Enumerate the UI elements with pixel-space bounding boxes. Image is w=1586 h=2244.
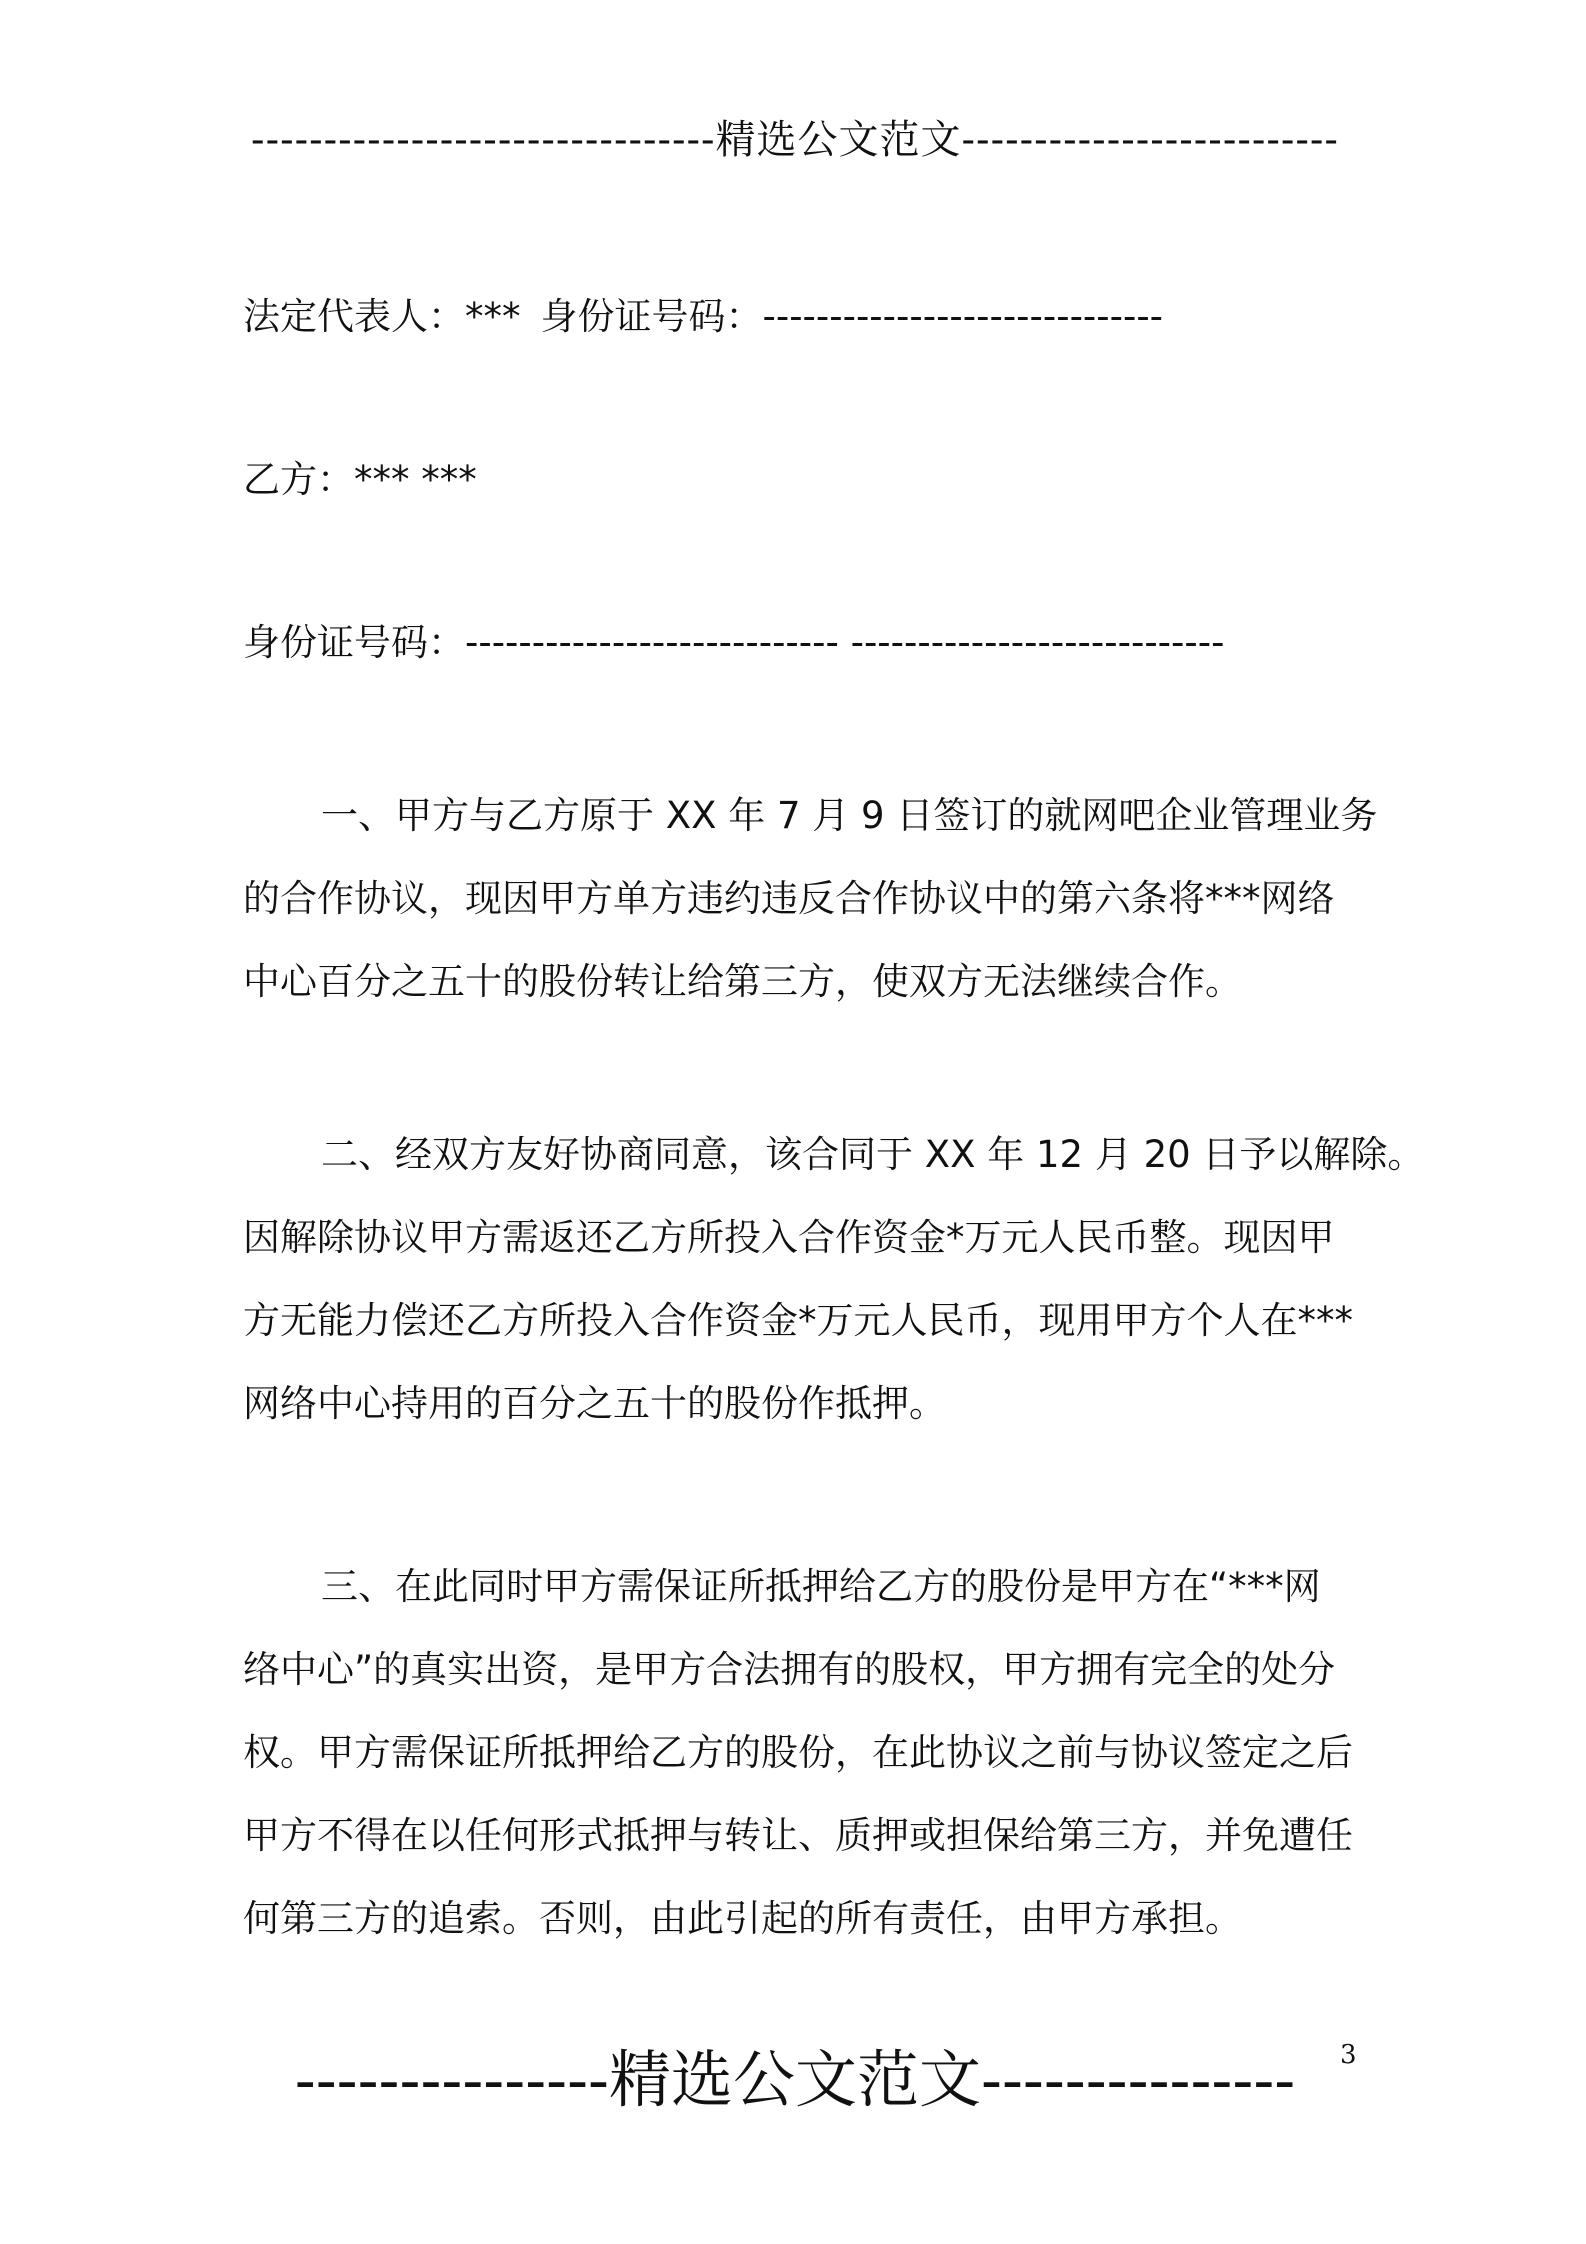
legal-rep-value: ***	[465, 295, 521, 338]
paragraph-line: 权。甲方需保证所抵押给乙方的股份，在此协议之前与协议签定之后	[243, 1731, 1353, 1774]
document-body	[243, 275, 1425, 1960]
id-number-value: ------------------------------	[762, 295, 1164, 338]
paragraph-line: 甲方不得在以任何形式抵押与转让、质押或担保给第三方，并免遭任	[243, 1814, 1353, 1857]
paragraph-line: 方无能力偿还乙方所投入合作资金*万元人民币，现用甲方个人在***	[243, 1299, 1353, 1342]
page-footer: ---------------精选公文范文---------------	[294, 2043, 1296, 2116]
party-b-id-line	[243, 601, 1353, 684]
party-b-value: *** ***	[354, 458, 477, 501]
id-number-label: 身份证号码：	[540, 295, 763, 338]
paragraph-1	[243, 774, 1378, 1023]
party-b-id-label: 身份证号码：	[243, 621, 465, 664]
legal-representative-line	[243, 275, 1353, 358]
paragraph-line: 因解除协议甲方需返还乙方所投入合作资金*万元人民币整。现因甲	[243, 1216, 1335, 1259]
paragraph-line: 的合作协议，现因甲方单方违约违反合作协议中的第六条将***网络	[243, 877, 1335, 920]
paragraph-3	[243, 1545, 1353, 1960]
party-b-label: 乙方：	[243, 458, 354, 501]
paragraph-2	[243, 1113, 1425, 1445]
paragraph-line: 三、在此同时甲方需保证所抵押给乙方的股份是甲方在“***网	[321, 1565, 1321, 1608]
paragraph-line: 网络中心持用的百分之五十的股份作抵押。	[243, 1382, 946, 1425]
legal-rep-label: 法定代表人：	[243, 295, 465, 338]
party-b-line	[243, 438, 1353, 521]
page-header: --------------------------------精选公文范文--------------------------	[251, 117, 1339, 163]
paragraph-line: 中心百分之五十的股份转让给第三方，使双方无法继续合作。	[243, 960, 1242, 1003]
paragraph-line: 二、经双方友好协商同意，该合同于 XX 年 12 月 20 日予以解除。	[321, 1133, 1425, 1176]
page-number: 3	[1340, 2040, 1357, 2070]
paragraph-line: 络中心”的真实出资，是甲方合法拥有的股权，甲方拥有完全的处分	[243, 1648, 1336, 1691]
party-b-id-value: ---------------------------- ----------------------------	[465, 621, 1225, 664]
paragraph-line: 何第三方的追索。否则，由此引起的所有责任，由甲方承担。	[243, 1897, 1242, 1940]
paragraph-line: 一、甲方与乙方原于 XX 年 7 月 9 日签订的就网吧企业管理业务	[321, 794, 1378, 837]
